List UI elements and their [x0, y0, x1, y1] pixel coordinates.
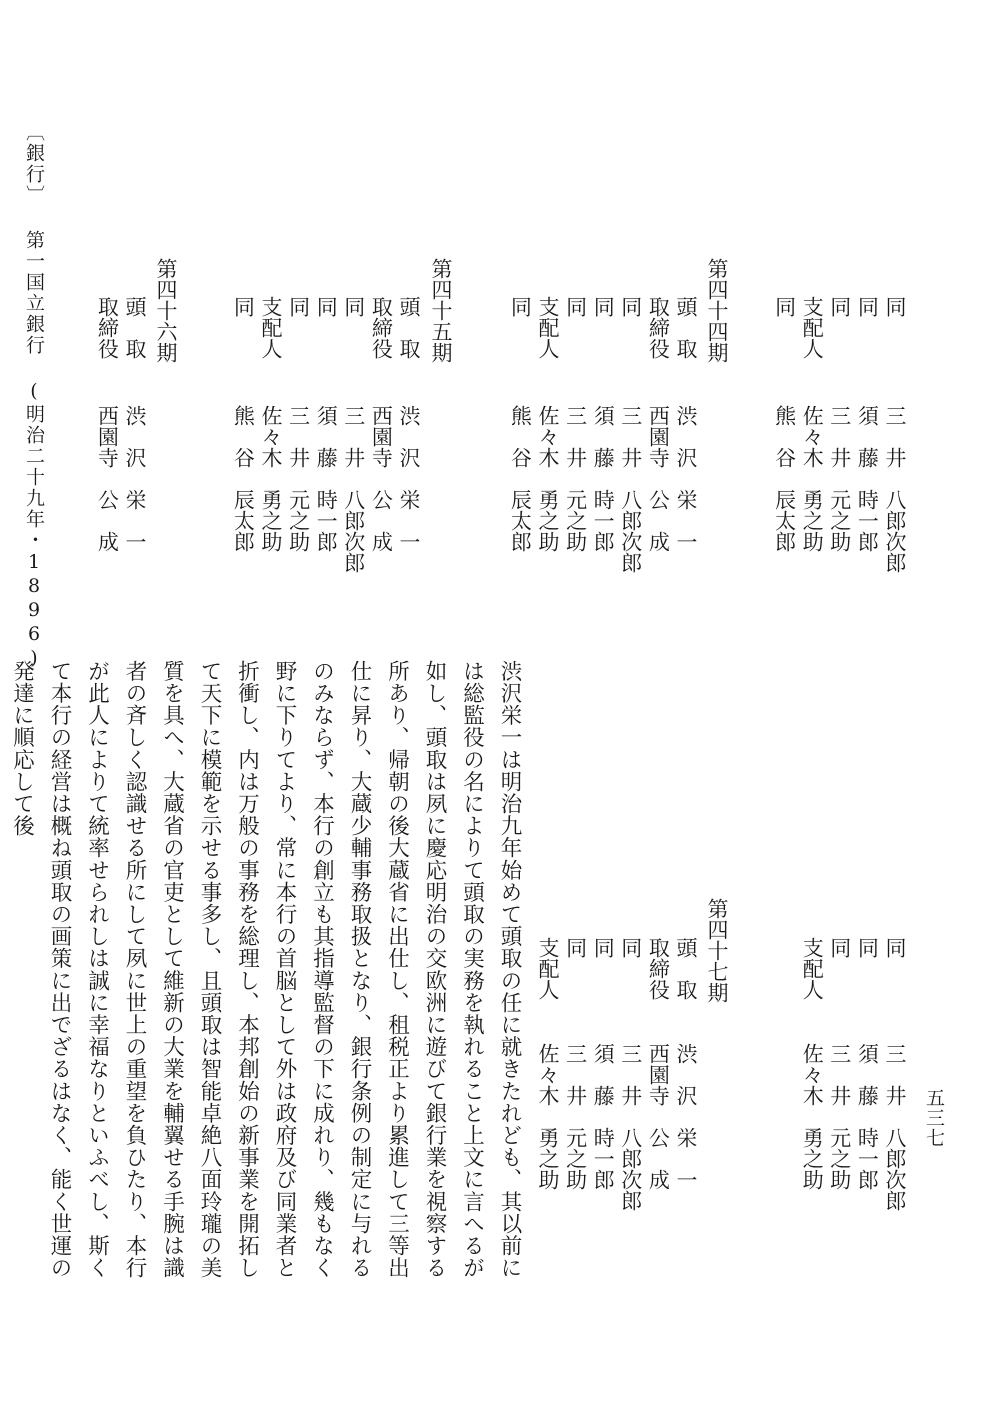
- officer-name: 西園寺 公 成: [646, 405, 671, 552]
- officer-role: 同: [883, 296, 907, 317]
- officer-role: 頭 取: [674, 937, 698, 1000]
- officer-role: 同: [591, 296, 616, 317]
- officer-role: 取締役: [646, 296, 671, 359]
- officer-name: 須 藤 時一郎: [591, 1043, 616, 1190]
- officer-name: 西園寺 公 成: [369, 405, 394, 552]
- officer-name: 佐々木 勇之助: [800, 1043, 825, 1190]
- officer-name: 三 井 元之助: [827, 405, 852, 552]
- officer-name: 須 藤 時一郎: [855, 1043, 880, 1190]
- officer-name: 須 藤 時一郎: [314, 405, 339, 552]
- officer-role: 同: [883, 937, 907, 958]
- officer-name: 三 井 八郎次郎: [618, 405, 643, 573]
- officer-name: 佐々木 勇之助: [800, 405, 825, 552]
- officer-role: 同: [772, 296, 797, 317]
- period-title: 第四十四期: [705, 258, 729, 363]
- period-title: 第四十五期: [429, 258, 453, 363]
- officer-role: 取締役: [95, 296, 120, 359]
- officer-role: 頭 取: [674, 296, 698, 359]
- officer-role: 同: [618, 937, 643, 958]
- officer-role: 頭 取: [123, 296, 147, 359]
- officer-name: 渋 沢 栄 一: [397, 405, 421, 552]
- officer-name: 渋 沢 栄 一: [674, 1043, 698, 1190]
- officer-name: 熊 谷 辰太郎: [772, 405, 797, 552]
- officer-name: 三 井 八郎次郎: [883, 405, 907, 573]
- officer-name: 熊 谷 辰太郎: [508, 405, 533, 552]
- officer-role: 同: [563, 937, 588, 958]
- officer-role: 支配人: [536, 937, 560, 1000]
- officer-name: 須 藤 時一郎: [855, 405, 880, 552]
- officer-role: 同: [508, 296, 533, 317]
- officer-role: 同: [563, 296, 588, 317]
- officer-role: 取締役: [646, 937, 671, 1000]
- officer-role: 同: [827, 296, 852, 317]
- officer-role: 同: [591, 937, 616, 958]
- officer-name: 三 井 元之助: [286, 405, 311, 552]
- officer-name: 三 井 八郎次郎: [341, 405, 366, 573]
- officer-role: 頭 取: [397, 296, 421, 359]
- officer-role: 支配人: [800, 937, 825, 1000]
- officer-name: 三 井 八郎次郎: [618, 1043, 643, 1211]
- running-header: 〔銀行〕 第一国立銀行 (明治二十九年・1896): [23, 122, 45, 671]
- period-title: 第四十六期: [154, 258, 178, 363]
- officer-name: 西園寺 公 成: [95, 405, 120, 552]
- officer-role: 同: [618, 296, 643, 317]
- page-number: 五三七: [923, 1088, 945, 1148]
- officer-role: 取締役: [369, 296, 394, 359]
- officer-name: 三 井 元之助: [827, 1043, 852, 1190]
- officer-name: 佐々木 勇之助: [536, 405, 560, 552]
- officer-role: 同: [314, 296, 339, 317]
- officer-role: 同: [231, 296, 256, 317]
- officer-name: 熊 谷 辰太郎: [231, 405, 256, 552]
- officer-role: 同: [855, 296, 880, 317]
- period-title: 第四十七期: [705, 898, 729, 1003]
- body-text: 渋沢栄一は明治九年始めて頭取の任に就きたれども、其以前には総監役の名によりて頭取の実務を執れること上文に言へるが如し、頭取は夙に慶応明治の交欧洲に遊びて銀行業を視察する所あり、帰朝の後大蔵省に出仕し、租税正より累進して三等出仕に昇り、大蔵少輔事務取扱となり、銀行条例の制定に与れるのみならず、本行の創立も其指導監督の下に成れり、幾もなく野に下りてより、常に本行の首脳として外は政府及び同業者と折衝し、内は万般の事務を総理し、本邦創始の新事業を開拓して天下に模範を示せる事多し、且頭取は智能卓絶八面玲瓏の美質を具へ、大蔵省の官吏として維新の大業を輔翼せる手腕は識者の斉しく認識せる所にして夙に世上の重望を負ひたり、本行が此人によりて統率せられしは誠に幸福なりといふべし、斯くて本行の経営は概ね頭取の画策に出でざるはなく、能く世運の発達に順応して後: [9, 660, 522, 1279]
- officer-name: 佐々木 勇之助: [536, 1043, 560, 1190]
- officer-role: 同: [286, 296, 311, 317]
- officer-role: 同: [341, 296, 366, 317]
- officer-role: 同: [855, 937, 880, 958]
- officer-role: 支配人: [259, 296, 283, 359]
- officer-role: 支配人: [536, 296, 560, 359]
- officer-role: 支配人: [800, 296, 825, 359]
- officer-name: 三 井 八郎次郎: [883, 1043, 907, 1211]
- officer-name: 渋 沢 栄 一: [123, 405, 147, 552]
- officer-name: 西園寺 公 成: [646, 1043, 671, 1190]
- officer-name: 須 藤 時一郎: [591, 405, 616, 552]
- officer-name: 三 井 元之助: [563, 405, 588, 552]
- officer-name: 三 井 元之助: [563, 1043, 588, 1190]
- officer-name: 渋 沢 栄 一: [674, 405, 698, 552]
- officer-role: 同: [827, 937, 852, 958]
- officer-name: 佐々木 勇之助: [259, 405, 283, 552]
